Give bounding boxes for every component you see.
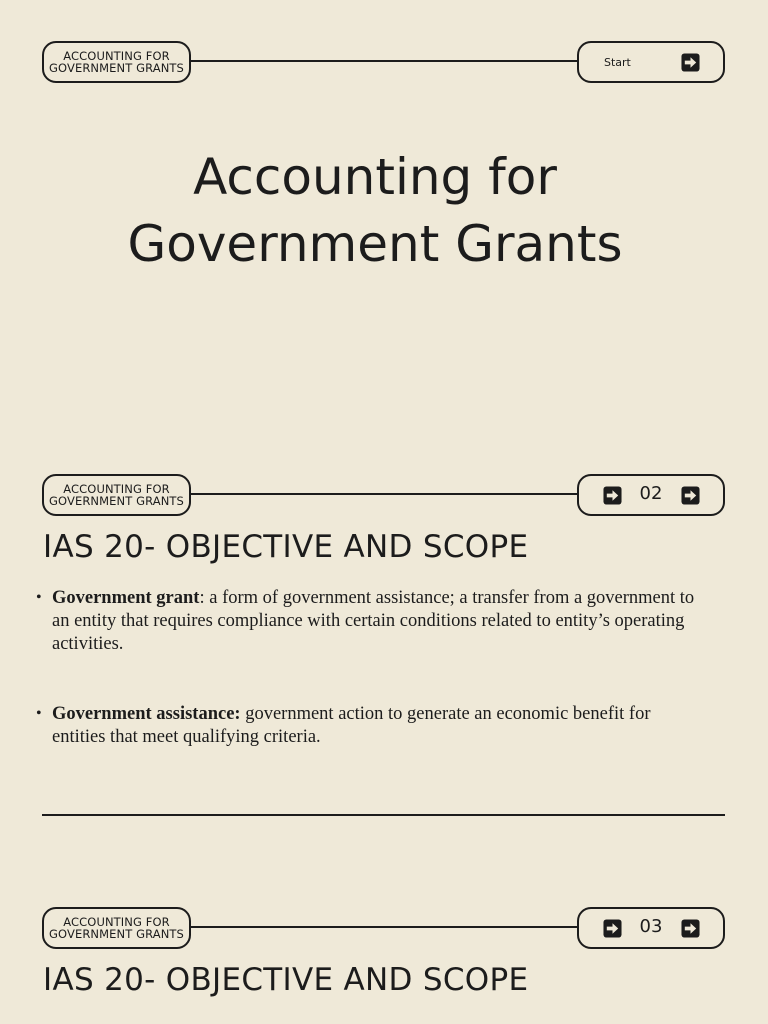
topic-label bbox=[42, 474, 191, 516]
section-title: IAS 20- OBJECTIVE AND SCOPE bbox=[43, 962, 529, 998]
start-label: Start bbox=[604, 56, 631, 69]
header-line bbox=[186, 926, 582, 928]
definition-term: Government assistance: bbox=[52, 704, 241, 724]
topic-label bbox=[42, 41, 191, 83]
list-item bbox=[36, 703, 696, 749]
presentation-title bbox=[0, 144, 750, 278]
header-line bbox=[186, 493, 582, 495]
page-number: 03 bbox=[639, 916, 663, 937]
arrow-right-icon[interactable] bbox=[681, 53, 700, 72]
definition-text: : a form of government assistance; a transfer from a government to an entity that requires compliance with certain conditions related to entity’s operating activities. bbox=[52, 588, 695, 654]
section-title: IAS 20- OBJECTIVE AND SCOPE bbox=[43, 529, 529, 565]
bullet-marker: • bbox=[36, 589, 42, 606]
bullet-marker: • bbox=[36, 705, 42, 722]
list-item bbox=[36, 587, 696, 656]
definition-list bbox=[36, 587, 696, 749]
start-nav-button[interactable] bbox=[577, 41, 725, 83]
topic-label-line2: GOVERNMENT GRANTS bbox=[49, 61, 184, 75]
content-slide-02 bbox=[0, 433, 768, 853]
topic-label bbox=[42, 907, 191, 949]
topic-label-line1: ACCOUNTING FOR bbox=[63, 48, 170, 63]
definition-text: government action to generate an economic benefit for entities that meet qualifying criteria. bbox=[52, 704, 651, 747]
arrow-right-icon[interactable] bbox=[681, 919, 700, 938]
definition-term: Government grant bbox=[52, 588, 200, 608]
topic-label-line1: ACCOUNTING FOR bbox=[63, 914, 170, 929]
topic-label-line2: GOVERNMENT GRANTS bbox=[49, 494, 184, 508]
header-line bbox=[186, 60, 582, 62]
page-nav bbox=[577, 474, 725, 516]
title-slide bbox=[0, 0, 768, 440]
arrow-right-icon[interactable] bbox=[681, 486, 700, 505]
page-number: 02 bbox=[639, 483, 663, 504]
page-nav bbox=[577, 907, 725, 949]
topic-label-line2: GOVERNMENT GRANTS bbox=[49, 927, 184, 941]
title-line2: Government Grants bbox=[127, 215, 623, 273]
title-line1: Accounting for bbox=[193, 148, 557, 206]
content-slide-03 bbox=[0, 866, 768, 1024]
topic-label-line1: ACCOUNTING FOR bbox=[63, 481, 170, 496]
divider bbox=[42, 814, 725, 816]
